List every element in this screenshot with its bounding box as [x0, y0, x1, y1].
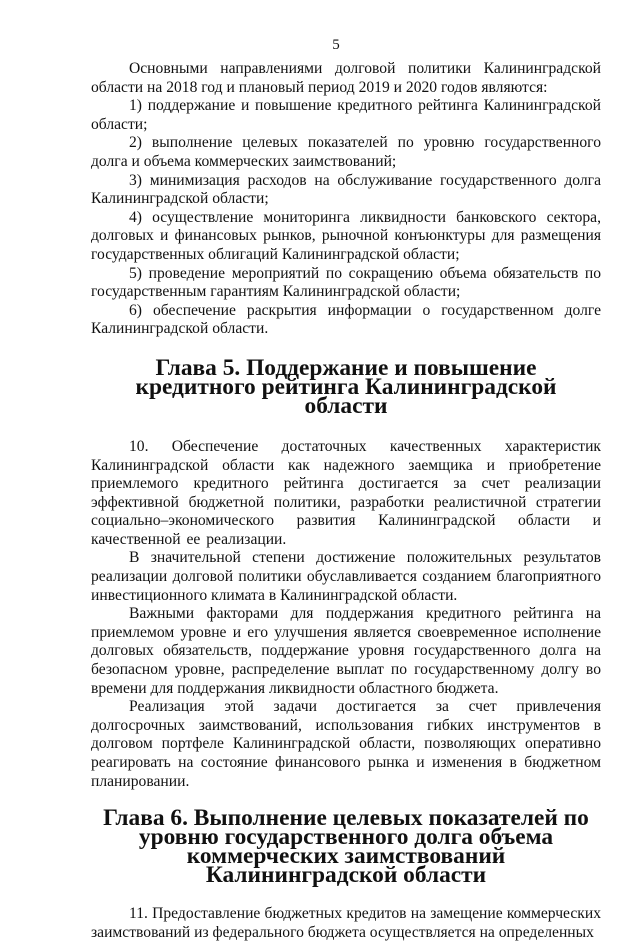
chapter-6-body: [91, 905, 601, 942]
chapter-5-paragraph: Важными факторами для поддержания кредитного рейтинга на приемлемом уровне и его улучшения является своевременное исполнение долговых обязательств, поддержание уровня государственного долга на безопасном уровне, распределение выплат по государственному долгу во времени для поддержания ликвидности областного бюджета.: [91, 605, 601, 697]
intro-paragraph: Основными направлениями долговой политики Калининградской области на 2018 год и плановый период 2019 и 2020 годов являются:: [91, 60, 601, 96]
page-content: [91, 60, 601, 942]
direction-item: 1) поддержание и повышение кредитного рейтинга Калининградской области;: [91, 97, 601, 133]
chapter-5-paragraph: 10. Обеспечение достаточных качественных характеристик Калининградской области как надежного заемщика и приобретение приемлемого кредитного рейтинга достигается за счет реализации эффективной бюджетной политики, разработки реалистичной стратегии социально–экономического развития Калининградской области и качественной ее реализации.: [91, 437, 601, 548]
chapter-5-paragraph: В значительной степени достижение положительных результатов реализации долговой политики обуславливается созданием благоприятного инвестиционного климата в Калининградской области.: [91, 549, 601, 604]
chapter-6-heading: Глава 6. Выполнение целевых показателей по уровню государственного долга объема коммерческих заимствований Калининградской области: [103, 805, 589, 889]
chapter-5-paragraph: Реализация этой задачи достигается за счет привлечения долгосрочных заимствований, использования гибких инструментов в долговом портфеле Калининградской области, позволяющих оперативно реагировать на состояние финансового рынка и изменения в бюджетном планировании.: [91, 698, 601, 790]
direction-item: 6) обеспечение раскрытия информации о государственном долге Калининградской области.: [91, 301, 601, 338]
chapter-6-paragraph: 11. Предоставление бюджетных кредитов на замещение коммерческих заимствований из федерального бюджета осуществляется на определенных: [91, 905, 601, 941]
page-number: 5: [332, 37, 340, 53]
direction-item: 3) минимизация расходов на обслуживание государственного долга Калининградской области;: [91, 171, 601, 208]
direction-item: 5) проведение мероприятий по сокращению объема обязательств по государственным гарантиям Калининградской области;: [91, 264, 601, 301]
direction-item: 4) осуществление мониторинга ликвидности банковского сектора, долговых и финансовых рынков, рыночной конъюнктуры для размещения государственных облигаций Калининградской области;: [91, 208, 601, 263]
chapter-5-body: [91, 438, 601, 791]
chapter-5-heading: Глава 5. Поддержание и повышение кредитного рейтинга Калининградской области: [135, 354, 557, 419]
direction-item: 2) выполнение целевых показателей по уровню государственного долга и объема коммерческих заимствований;: [91, 134, 601, 170]
directions-list: [91, 97, 601, 339]
